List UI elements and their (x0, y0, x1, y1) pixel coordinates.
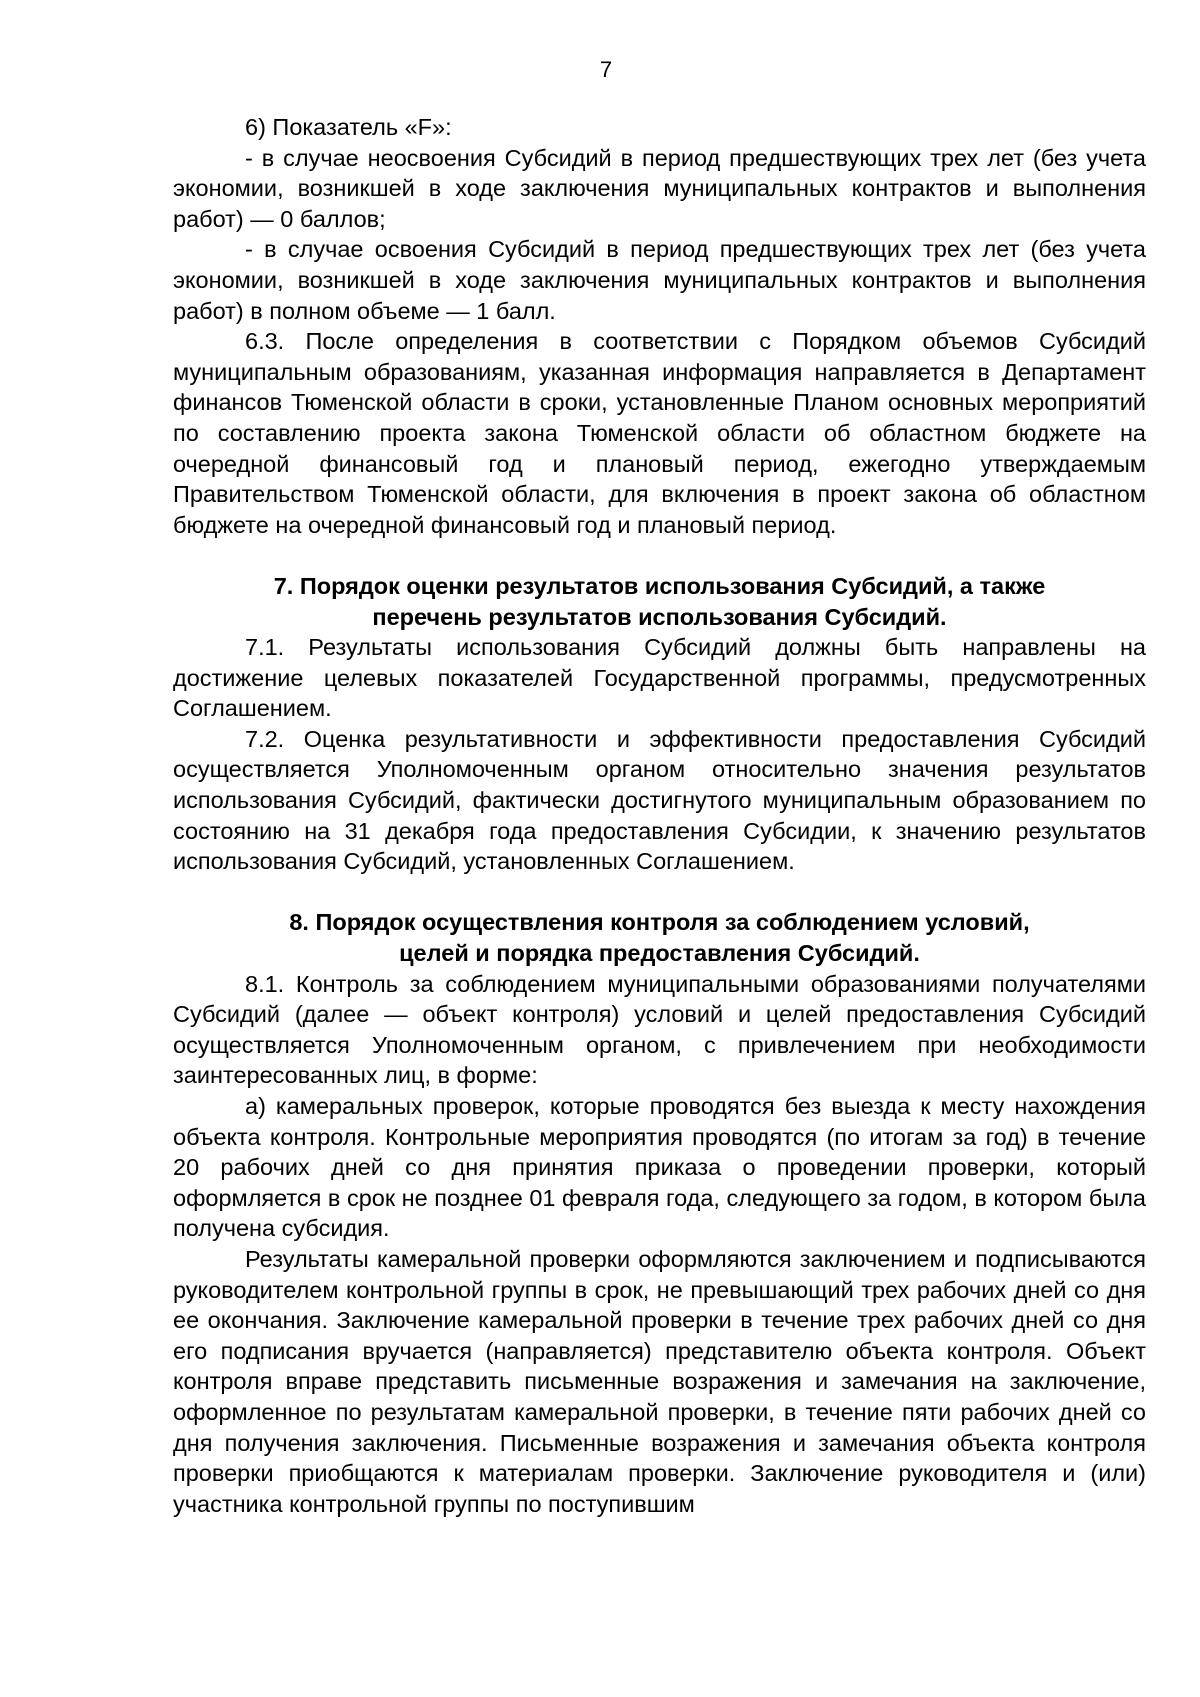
section-7-heading-line1: 7. Порядок оценки результатов использования Субсидий, а также (273, 572, 1046, 599)
section-8-heading-line2: целей и порядка предоставления Субсидий. (399, 940, 920, 967)
section-7-heading (173, 571, 1146, 632)
section-7-heading-line2: перечень результатов использования Субсидий. (372, 603, 947, 630)
page-number: 7 (599, 57, 613, 82)
paragraph: - в случае неосвоения Субсидий в период предшествующих трех лет (без учета экономии, возникшей в ходе заключения муниципальных контрактов и выполнения работ) — 0 баллов; (173, 144, 1146, 232)
paragraph: а) камеральных проверок, которые проводятся без выезда к месту нахождения объекта контроля. Контрольные мероприятия проводятся (по итогам за год) в течение 20 рабочих дней со дня принятия приказа о проведении проверки, который оформляется в срок не позднее 01 февраля года, следующего за годом, в котором была получена субсидия. (173, 1093, 1146, 1242)
section-8-heading-line1: 8. Порядок осуществления контроля за соблюдением условий, (289, 909, 1030, 936)
paragraph: 7.1. Результаты использования Субсидий должны быть направлены на достижение целевых показателей Государственной программы, предусмотренных Соглашением. (173, 634, 1146, 722)
spacer (173, 540, 1146, 571)
spacer (173, 877, 1146, 908)
paragraph: 8.1. Контроль за соблюдением муниципальными образованиями получателями Субсидий (далее — объект контроля) условий и целей предоставления Субсидий осуществляется Уполномоченным органом, с привлечением при необходимости заинтересованных лиц, в форме: (173, 970, 1146, 1089)
paragraph: 7.2. Оценка результативности и эффективности предоставления Субсидий осуществляется Уполномоченным органом относительно значения результатов использования Субсидий, фактически достигнутого муниципальным образованием по состоянию на 31 декабря года предоставления Субсидии, к значению результатов использования Субсидий, установленных Соглашением. (173, 725, 1146, 875)
document-body (173, 112, 1146, 1519)
paragraph: - в случае освоения Субсидий в период предшествующих трех лет (без учета экономии, возникшей в ходе заключения муниципальных контрактов и выполнения работ) в полном объеме — 1 балл. (173, 236, 1146, 324)
section-8-heading (173, 907, 1146, 968)
paragraph: 6) Показатель «F»: (245, 114, 452, 140)
paragraph: Результаты камеральной проверки оформляются заключением и подписываются руководителем контрольной группы в срок, не превышающий трех рабочих дней со дня ее окончания. Заключение камеральной проверки в течение трех рабочих дней со дня его подписания вручается (направляется) представителю объекта контроля. Объект контроля вправе представить письменные возражения и замечания на заключение, оформленное по результатам камеральной проверки, в течение пяти рабочих дней со дня получения заключения. Письменные возражения и замечания объекта контроля проверки приобщаются к материалам проверки. Заключение руководителя и (или) участника контрольной группы по поступившим (173, 1245, 1146, 1517)
paragraph: 6.3. После определения в соответствии с Порядком объемов Субсидий муниципальным образованиям, указанная информация направляется в Департамент финансов Тюменской области в сроки, установленные Планом основных мероприятий по составлению проекта закона Тюменской области об областном бюджете на очередной финансовый год и плановый период, ежегодно утверждаемым Правительством Тюменской области, для включения в проект закона об областном бюджете на очередной финансовый год и плановый период. (173, 328, 1146, 538)
